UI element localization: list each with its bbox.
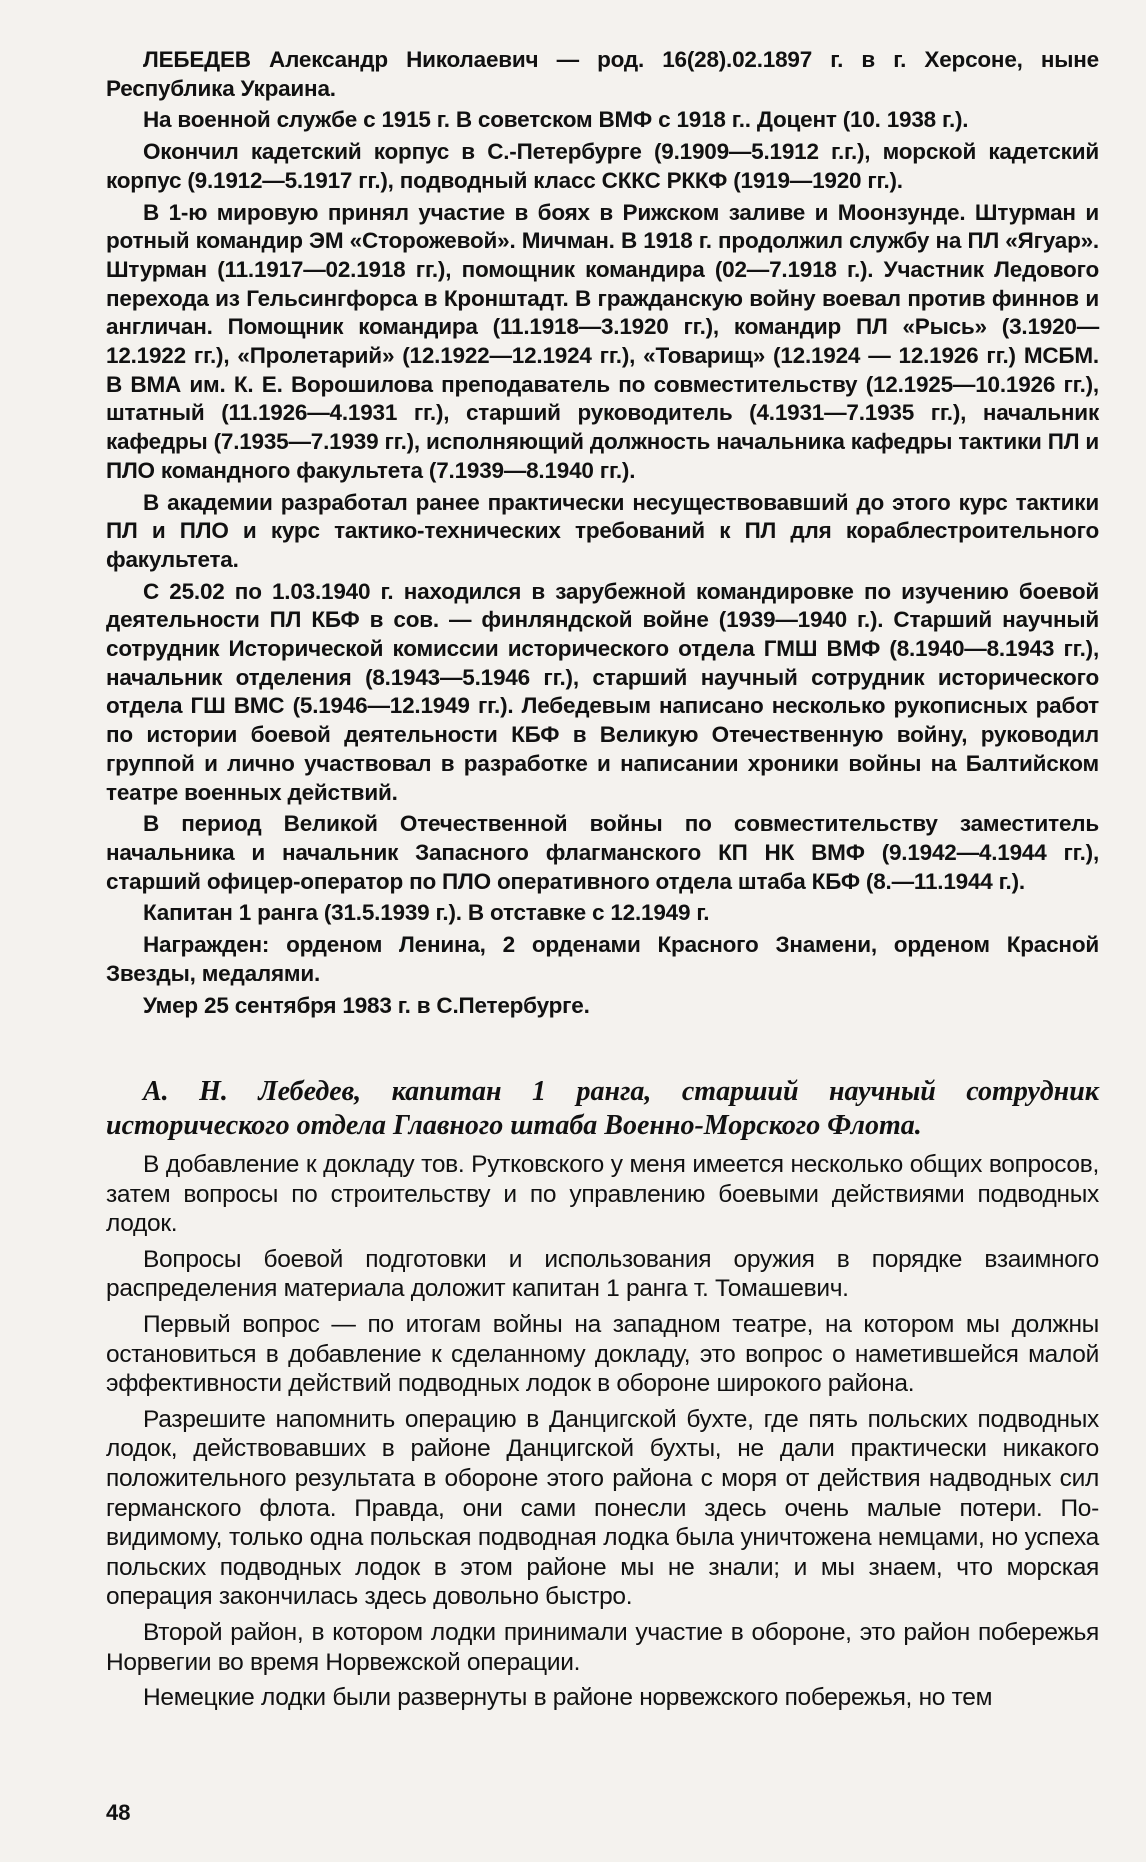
page-number: 48	[106, 1800, 131, 1825]
bio-paragraph-6: С 25.02 по 1.03.1940 г. находился в зарубежной командировке по изучению боевой деятельности ПЛ КБФ в сов. — финляндской войне (1939—1940 г.). Старший научный сотрудник Исторической комиссии исторического отдела ГМШ ВМФ (8.1940—8.1943 гг.), начальник отделения (8.1943—5.1946 гг.), старший научный сотрудник исторического отдела ГШ ВМС (5.1946—12.1949 гг.). Лебедевым написано несколько рукописных работ по истории боевой деятельности КБФ в Великую Отечественную войну, руководил группой и лично участвовал в разработке и написании хроники войны на Балтийском театре военных действий.	[106, 578, 1099, 805]
bio-paragraph-7: В период Великой Отечественной войны по совместительству заместитель начальника и начальник Запасного флагманского КП НК ВМФ (9.1942—4.1944 гг.), старший офицер-оператор по ПЛО оперативного отдела штаба КБФ (8.—11.1944 г.).	[106, 811, 1099, 894]
speech-paragraph-3: Первый вопрос — по итогам войны на западном театре, на котором мы должны остановиться в добавление к сделанному докладу, это вопрос о наметившейся малой эффективности действий подводных лодок в обороне широкого района.	[106, 1310, 1099, 1398]
bio-paragraph-4: В 1-ю мировую принял участие в боях в Рижском заливе и Моонзунде. Штурман и ротный командир ЭМ «Сторожевой». Мичман. В 1918 г. продолжил службу на ПЛ «Ягуар». Штурман (11.1917—02.1918 гг.), помощник командира (02—7.1918 г.). Участник Ледового перехода из Гельсингфорса в Кронштадт. В гражданскую войну воевал против финнов и англичан. Помощник командира (11.1918—3.1920 гг.), командир ПЛ «Рысь» (3.1920—12.1922 гг.), «Пролетарий» (12.1922—12.1924 гг.), «Товарищ» (12.1924 — 12.1926 гг.) МСБМ. В ВМА им. К. Е. Ворошилова преподаватель по совместительству (12.1925—10.1926 гг.), штатный (11.1926—4.1931 гг.), старший руководитель (4.1931—7.1935 гг.), начальник кафедры (7.1935—7.1939 гг.), исполняющий должность начальника кафедры тактики ПЛ и ПЛО командного факультета (7.1939—8.1940 гг.).	[106, 199, 1099, 483]
speech-paragraph-4: Разрешите напомнить операцию в Данцигской бухте, где пять польских подводных лодок, действовавших в районе Данцигской бухты, не дали практически никакого положительного результата в обороне этого района с моря от действия надводных сил германского флота. Правда, они сами понесли здесь очень малые потери. По-видимому, только одна польская подводная лодка была уничтожена немцами, но успеха польских подводных лодок в этом районе мы не знали; и мы знаем, что морская операция закончилась здесь довольно быстро.	[106, 1405, 1099, 1611]
bio-paragraph-5: В академии разработал ранее практически несуществовавший до этого курс тактики ПЛ и ПЛО и курс тактико-технических требований к ПЛ для кораблестроительного факультета.	[106, 489, 1099, 572]
bio-paragraph-3: Окончил кадетский корпус в С.-Петербурге (9.1909—5.1912 г.г.), морской кадетский корпус (9.1912—5.1917 гг.), подводный класс СККС РККФ (1919—1920 гг.).	[106, 139, 1099, 193]
speaker-heading: А. Н. Лебедев, капитан 1 ранга, старший научный сотрудник исторического отдела Главного штаба Военно-Морского Флота.	[106, 1076, 1099, 1141]
bio-paragraph-1: ЛЕБЕДЕВ Александр Николаевич — род. 16(28).02.1897 г. в г. Херсоне, ныне Республика Украина.	[106, 47, 1099, 101]
speech-paragraph-5: Второй район, в котором лодки принимали участие в обороне, это район побережья Норвегии во время Норвежской операции.	[106, 1618, 1099, 1676]
bio-paragraph-9: Награжден: орденом Ленина, 2 орденами Красного Знамени, орденом Красной Звезды, медалями.	[106, 932, 1099, 986]
speech-paragraph-1: В добавление к докладу тов. Рутковского у меня имеется несколько общих вопросов, затем вопросы по строительству и по управлению боевыми действиями подводных лодок.	[106, 1151, 1099, 1238]
bio-paragraph-10: Умер 25 сентября 1983 г. в С.Петербурге.	[143, 992, 590, 1018]
speech-paragraph-6: Немецкие лодки были развернуты в районе норвежского побережья, но тем	[143, 1684, 993, 1712]
speech-paragraph-2: Вопросы боевой подготовки и использования оружия в порядке взаимного распределения материала доложит капитан 1 ранга т. Томашевич.	[106, 1245, 1099, 1303]
speech-section	[106, 1150, 1099, 1719]
bio-paragraph-2: На военной службе с 1915 г. В советском ВМФ с 1918 г.. Доцент (10. 1938 г.).	[143, 107, 969, 133]
bio-paragraph-8: Капитан 1 ранга (31.5.1939 г.). В отставке с 12.1949 г.	[143, 900, 710, 926]
biography-section	[106, 46, 1099, 1023]
